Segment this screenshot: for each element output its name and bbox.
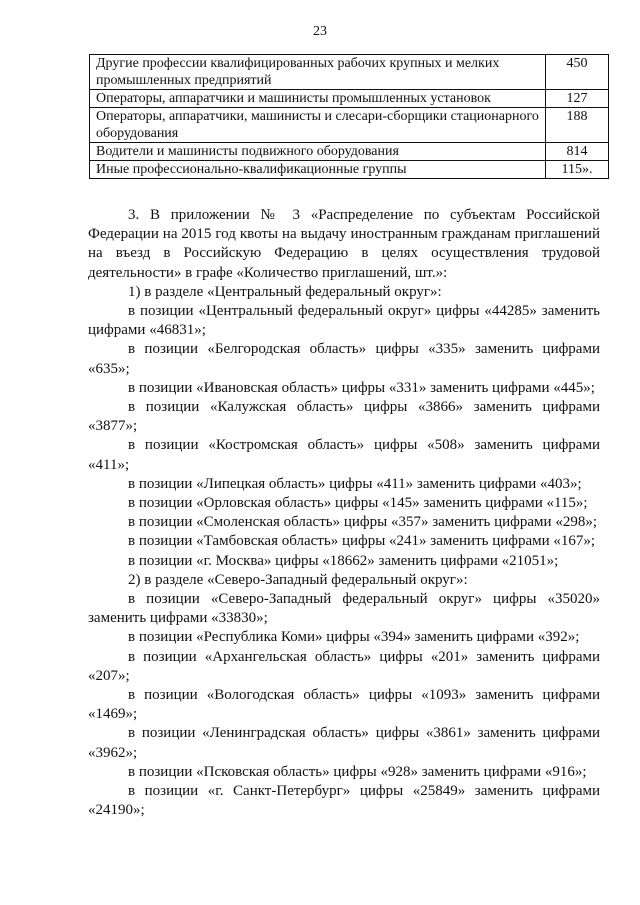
table-cell-value: 188 — [546, 108, 609, 143]
table-row — [90, 161, 609, 179]
position-line: в позиции «Костромская область» цифры «508» заменить цифрами «411»; — [88, 437, 600, 473]
table-cell-name: Операторы, аппаратчики, машинисты и слесари-сборщики стационарного оборудования — [90, 108, 546, 143]
position-line: в позиции «Ленинградская область» цифры «3861» заменить цифрами «3962»; — [88, 725, 600, 761]
position-line: в позиции «Смоленская область» цифры «357» заменить цифрами «298»; — [128, 514, 597, 531]
position-line: в позиции «Псковская область» цифры «928» заменить цифрами «916»; — [128, 763, 587, 780]
table-cell-value: 115». — [546, 161, 609, 179]
table-cell-name: Операторы, аппаратчики и машинисты промышленных установок — [90, 90, 546, 108]
position-line: в позиции «Вологодская область» цифры «1093» заменить цифрами «1469»; — [88, 687, 600, 723]
page-number: 23 — [313, 24, 327, 39]
table-row — [90, 143, 609, 161]
position-line: в позиции «Тамбовская область» цифры «241» заменить цифрами «167»; — [128, 533, 596, 550]
section-heading-northwest: 2) в разделе «Северо-Западный федеральный округ»: — [128, 571, 468, 588]
table-row — [90, 108, 609, 143]
table-cell-name: Иные профессионально-квалификационные группы — [90, 161, 546, 179]
profession-quota-table — [89, 54, 609, 179]
position-line: в позиции «Центральный федеральный округ» цифры «44285» заменить цифрами «46831»; — [88, 303, 600, 339]
paragraph-item-3: 3. В приложении № 3 «Распределение по субъектам Российской Федерации на 2015 год квоты на выдачу иностранным гражданам приглашений на въезд в Российскую Федерацию в целях осуществления трудовой деятельности» в графе «Количество приглашений, шт.»: — [88, 207, 600, 281]
position-line: в позиции «Северо-Западный федеральный округ» цифры «35020» заменить цифрами «33830»; — [88, 591, 600, 627]
table-cell-name: Водители и машинисты подвижного оборудования — [90, 143, 546, 161]
position-line: в позиции «Белгородская область» цифры «335» заменить цифрами «635»; — [88, 341, 600, 377]
position-line: в позиции «Орловская область» цифры «145» заменить цифрами «115»; — [128, 495, 588, 512]
document-body — [88, 206, 600, 821]
table-cell-name: Другие профессии квалифицированных рабочих крупных и мелких промышленных предприятий — [90, 55, 546, 90]
position-line: в позиции «Липецкая область» цифры «411» заменить цифрами «403»; — [128, 475, 582, 492]
table-row — [90, 55, 609, 90]
position-line: в позиции «г. Санкт-Петербург» цифры «25849» заменить цифрами «24190»; — [88, 783, 600, 819]
position-line: в позиции «Калужская область» цифры «3866» заменить цифрами «3877»; — [88, 399, 600, 435]
position-line: в позиции «Ивановская область» цифры «331» заменить цифрами «445»; — [128, 379, 595, 396]
position-line: в позиции «Архангельская область» цифры «201» заменить цифрами «207»; — [88, 648, 600, 684]
table-cell-value: 127 — [546, 90, 609, 108]
section-heading-central: 1) в разделе «Центральный федеральный округ»: — [128, 283, 442, 300]
table-cell-value: 450 — [546, 55, 609, 90]
table-cell-value: 814 — [546, 143, 609, 161]
position-line: в позиции «г. Москва» цифры «18662» заменить цифрами «21051»; — [128, 552, 559, 569]
position-line: в позиции «Республика Коми» цифры «394» заменить цифрами «392»; — [128, 629, 580, 646]
table-row — [90, 90, 609, 108]
